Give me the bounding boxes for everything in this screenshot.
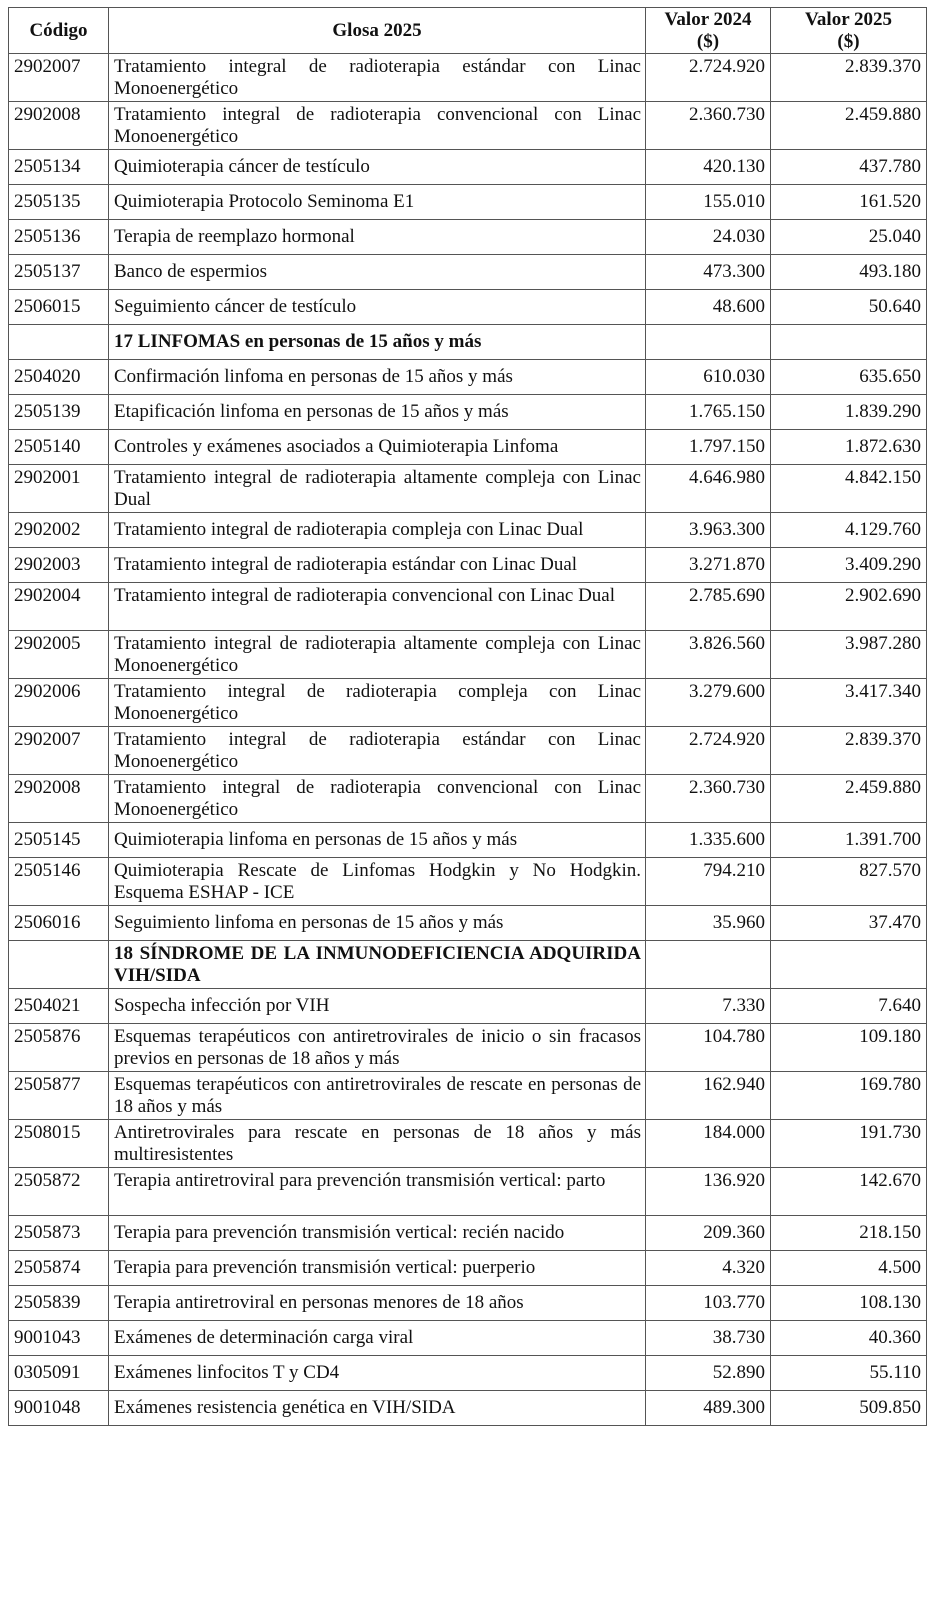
glosa-cell: Tratamiento integral de radioterapia estándar con Linac Monoenergético (109, 54, 646, 102)
code-cell: 0305091 (9, 1356, 109, 1391)
code-cell: 2505137 (9, 255, 109, 290)
valor-2025-cell: 191.730 (771, 1120, 927, 1168)
valor-2024-cell: 1.765.150 (646, 395, 771, 430)
table-row (9, 1216, 927, 1251)
valor-2025-cell: 55.110 (771, 1356, 927, 1391)
table-row (9, 395, 927, 430)
header-valor-2024 (646, 8, 771, 54)
valor-2024-cell: 4.320 (646, 1251, 771, 1286)
glosa-cell: Esquemas terapéuticos con antiretrovirales de rescate en personas de 18 años y más (109, 1072, 646, 1120)
glosa-cell: Terapia para prevención transmisión vertical: recién nacido (109, 1216, 646, 1251)
glosa-cell: Seguimiento linfoma en personas de 15 años y más (109, 906, 646, 941)
valor-2024-cell: 3.279.600 (646, 679, 771, 727)
table-header-row (9, 8, 927, 54)
valor-2024-cell: 2.724.920 (646, 727, 771, 775)
valor-2025-cell: 50.640 (771, 290, 927, 325)
valor-2024-cell: 2.724.920 (646, 54, 771, 102)
glosa-cell: Tratamiento integral de radioterapia estándar con Linac Monoenergético (109, 727, 646, 775)
table-row (9, 54, 927, 102)
glosa-cell: Tratamiento integral de radioterapia convencional con Linac Dual (109, 583, 646, 631)
table-row (9, 150, 927, 185)
valor-2024-cell: 7.330 (646, 989, 771, 1024)
code-cell (9, 325, 109, 360)
code-cell: 2505139 (9, 395, 109, 430)
valor-2025-cell: 437.780 (771, 150, 927, 185)
valor-2024-cell: 1.797.150 (646, 430, 771, 465)
valor-2024-cell (646, 325, 771, 360)
valor-2025-cell: 4.129.760 (771, 513, 927, 548)
valor-2024-cell: 420.130 (646, 150, 771, 185)
glosa-cell: Quimioterapia cáncer de testículo (109, 150, 646, 185)
valor-2025-cell (771, 325, 927, 360)
glosa-cell: Terapia antiretroviral en personas menores de 18 años (109, 1286, 646, 1321)
glosa-cell: Quimioterapia Protocolo Seminoma E1 (109, 185, 646, 220)
glosa-cell: Exámenes resistencia genética en VIH/SIDA (109, 1391, 646, 1426)
valor-2025-cell: 827.570 (771, 858, 927, 906)
table-row (9, 513, 927, 548)
tariff-table (8, 7, 927, 1426)
table-row (9, 360, 927, 395)
glosa-cell: Banco de espermios (109, 255, 646, 290)
code-cell: 2505839 (9, 1286, 109, 1321)
code-cell: 2505134 (9, 150, 109, 185)
valor-2025-cell: 2.902.690 (771, 583, 927, 631)
code-cell: 2902005 (9, 631, 109, 679)
table-row (9, 775, 927, 823)
glosa-cell: Tratamiento integral de radioterapia compleja con Linac Dual (109, 513, 646, 548)
table-row (9, 465, 927, 513)
valor-2024-cell: 162.940 (646, 1072, 771, 1120)
code-cell: 2902006 (9, 679, 109, 727)
valor-2024-cell: 136.920 (646, 1168, 771, 1216)
section-title-cell: 17 LINFOMAS en personas de 15 años y más (109, 325, 646, 360)
table-row (9, 823, 927, 858)
code-cell: 2504020 (9, 360, 109, 395)
table-row (9, 185, 927, 220)
glosa-cell: Tratamiento integral de radioterapia compleja con Linac Monoenergético (109, 679, 646, 727)
table-row (9, 1321, 927, 1356)
valor-2024-cell: 48.600 (646, 290, 771, 325)
glosa-cell: Tratamiento integral de radioterapia estándar con Linac Dual (109, 548, 646, 583)
glosa-cell: Quimioterapia Rescate de Linfomas Hodgkin y No Hodgkin. Esquema ESHAP - ICE (109, 858, 646, 906)
valor-2025-cell: 25.040 (771, 220, 927, 255)
table-row (9, 1356, 927, 1391)
valor-2025-cell: 2.459.880 (771, 102, 927, 150)
valor-2025-cell: 4.842.150 (771, 465, 927, 513)
table-row (9, 858, 927, 906)
valor-2025-cell (771, 941, 927, 989)
section-title-cell: 18 SÍNDROME DE LA INMUNODEFICIENCIA ADQUIRIDA VIH/SIDA (109, 941, 646, 989)
table-body (9, 54, 927, 1426)
valor-2025-cell: 635.650 (771, 360, 927, 395)
glosa-cell: Exámenes de determinación carga viral (109, 1321, 646, 1356)
table-row (9, 906, 927, 941)
table-row (9, 102, 927, 150)
glosa-cell: Seguimiento cáncer de testículo (109, 290, 646, 325)
glosa-cell: Terapia para prevención transmisión vertical: puerperio (109, 1251, 646, 1286)
code-cell: 2902002 (9, 513, 109, 548)
valor-2025-cell: 493.180 (771, 255, 927, 290)
valor-2025-cell: 3.417.340 (771, 679, 927, 727)
code-cell: 9001048 (9, 1391, 109, 1426)
header-code: Código (9, 8, 109, 54)
section-header-row (9, 325, 927, 360)
valor-2025-cell: 509.850 (771, 1391, 927, 1426)
code-cell: 2902007 (9, 727, 109, 775)
header-valor-2024-line1: Valor 2024 (664, 8, 752, 30)
code-cell: 2505874 (9, 1251, 109, 1286)
valor-2024-cell: 4.646.980 (646, 465, 771, 513)
table-row (9, 255, 927, 290)
valor-2025-cell: 1.839.290 (771, 395, 927, 430)
table-row (9, 548, 927, 583)
valor-2024-cell: 38.730 (646, 1321, 771, 1356)
glosa-cell: Quimioterapia linfoma en personas de 15 años y más (109, 823, 646, 858)
glosa-cell: Esquemas terapéuticos con antiretrovirales de inicio o sin fracasos previos en personas de 18 años y más (109, 1024, 646, 1072)
valor-2024-cell: 35.960 (646, 906, 771, 941)
valor-2025-cell: 4.500 (771, 1251, 927, 1286)
code-cell: 2505876 (9, 1024, 109, 1072)
code-cell: 2505140 (9, 430, 109, 465)
valor-2024-cell: 3.963.300 (646, 513, 771, 548)
table-row (9, 1024, 927, 1072)
valor-2024-cell: 184.000 (646, 1120, 771, 1168)
glosa-cell: Tratamiento integral de radioterapia altamente compleja con Linac Dual (109, 465, 646, 513)
glosa-cell: Controles y exámenes asociados a Quimioterapia Linfoma (109, 430, 646, 465)
glosa-cell: Tratamiento integral de radioterapia convencional con Linac Monoenergético (109, 775, 646, 823)
valor-2024-cell: 1.335.600 (646, 823, 771, 858)
table-row (9, 631, 927, 679)
table-row (9, 1251, 927, 1286)
valor-2025-cell: 2.839.370 (771, 727, 927, 775)
valor-2024-cell: 794.210 (646, 858, 771, 906)
table-row (9, 1072, 927, 1120)
valor-2024-cell: 489.300 (646, 1391, 771, 1426)
valor-2024-cell: 3.826.560 (646, 631, 771, 679)
table-row (9, 679, 927, 727)
glosa-cell: Tratamiento integral de radioterapia convencional con Linac Monoenergético (109, 102, 646, 150)
valor-2024-cell: 473.300 (646, 255, 771, 290)
table-row (9, 583, 927, 631)
glosa-cell: Etapificación linfoma en personas de 15 años y más (109, 395, 646, 430)
code-cell: 2505146 (9, 858, 109, 906)
valor-2025-cell: 3.987.280 (771, 631, 927, 679)
code-cell: 2902004 (9, 583, 109, 631)
valor-2024-cell: 610.030 (646, 360, 771, 395)
section-header-row (9, 941, 927, 989)
code-cell: 2505877 (9, 1072, 109, 1120)
valor-2024-cell: 3.271.870 (646, 548, 771, 583)
code-cell (9, 941, 109, 989)
valor-2025-cell: 3.409.290 (771, 548, 927, 583)
code-cell: 2505135 (9, 185, 109, 220)
valor-2025-cell: 169.780 (771, 1072, 927, 1120)
table-row (9, 220, 927, 255)
code-cell: 2505872 (9, 1168, 109, 1216)
table-row (9, 1391, 927, 1426)
glosa-cell: Terapia de reemplazo hormonal (109, 220, 646, 255)
valor-2024-cell: 52.890 (646, 1356, 771, 1391)
valor-2025-cell: 37.470 (771, 906, 927, 941)
table-row (9, 1286, 927, 1321)
code-cell: 2902008 (9, 775, 109, 823)
code-cell: 9001043 (9, 1321, 109, 1356)
valor-2024-cell: 103.770 (646, 1286, 771, 1321)
valor-2024-cell: 209.360 (646, 1216, 771, 1251)
valor-2025-cell: 2.839.370 (771, 54, 927, 102)
code-cell: 2902003 (9, 548, 109, 583)
table-row (9, 1120, 927, 1168)
header-glosa: Glosa 2025 (109, 8, 646, 54)
valor-2025-cell: 108.130 (771, 1286, 927, 1321)
valor-2024-cell: 2.785.690 (646, 583, 771, 631)
glosa-cell: Terapia antiretroviral para prevención transmisión vertical: parto (109, 1168, 646, 1216)
code-cell: 2504021 (9, 989, 109, 1024)
code-cell: 2902008 (9, 102, 109, 150)
header-valor-2024-line2: ($) (696, 30, 720, 52)
valor-2024-cell: 24.030 (646, 220, 771, 255)
valor-2025-cell: 1.391.700 (771, 823, 927, 858)
code-cell: 2902007 (9, 54, 109, 102)
valor-2025-cell: 2.459.880 (771, 775, 927, 823)
code-cell: 2506016 (9, 906, 109, 941)
table-row (9, 1168, 927, 1216)
valor-2025-cell: 109.180 (771, 1024, 927, 1072)
valor-2025-cell: 40.360 (771, 1321, 927, 1356)
table-row (9, 989, 927, 1024)
code-cell: 2505873 (9, 1216, 109, 1251)
valor-2025-cell: 218.150 (771, 1216, 927, 1251)
valor-2024-cell: 2.360.730 (646, 102, 771, 150)
valor-2025-cell: 161.520 (771, 185, 927, 220)
glosa-cell: Confirmación linfoma en personas de 15 años y más (109, 360, 646, 395)
valor-2025-cell: 1.872.630 (771, 430, 927, 465)
valor-2024-cell (646, 941, 771, 989)
table-row (9, 290, 927, 325)
valor-2025-cell: 7.640 (771, 989, 927, 1024)
code-cell: 2508015 (9, 1120, 109, 1168)
header-valor-2025 (771, 8, 927, 54)
code-cell: 2506015 (9, 290, 109, 325)
valor-2024-cell: 104.780 (646, 1024, 771, 1072)
valor-2024-cell: 2.360.730 (646, 775, 771, 823)
header-valor-2025-line1: Valor 2025 (804, 8, 893, 30)
valor-2025-cell: 142.670 (771, 1168, 927, 1216)
code-cell: 2505136 (9, 220, 109, 255)
valor-2024-cell: 155.010 (646, 185, 771, 220)
glosa-cell: Antiretrovirales para rescate en personas de 18 años y más multiresistentes (109, 1120, 646, 1168)
glosa-cell: Sospecha infección por VIH (109, 989, 646, 1024)
code-cell: 2902001 (9, 465, 109, 513)
header-valor-2025-line2: ($) (837, 30, 860, 52)
glosa-cell: Exámenes linfocitos T y CD4 (109, 1356, 646, 1391)
table-row (9, 727, 927, 775)
code-cell: 2505145 (9, 823, 109, 858)
table-row (9, 430, 927, 465)
glosa-cell: Tratamiento integral de radioterapia altamente compleja con Linac Monoenergético (109, 631, 646, 679)
